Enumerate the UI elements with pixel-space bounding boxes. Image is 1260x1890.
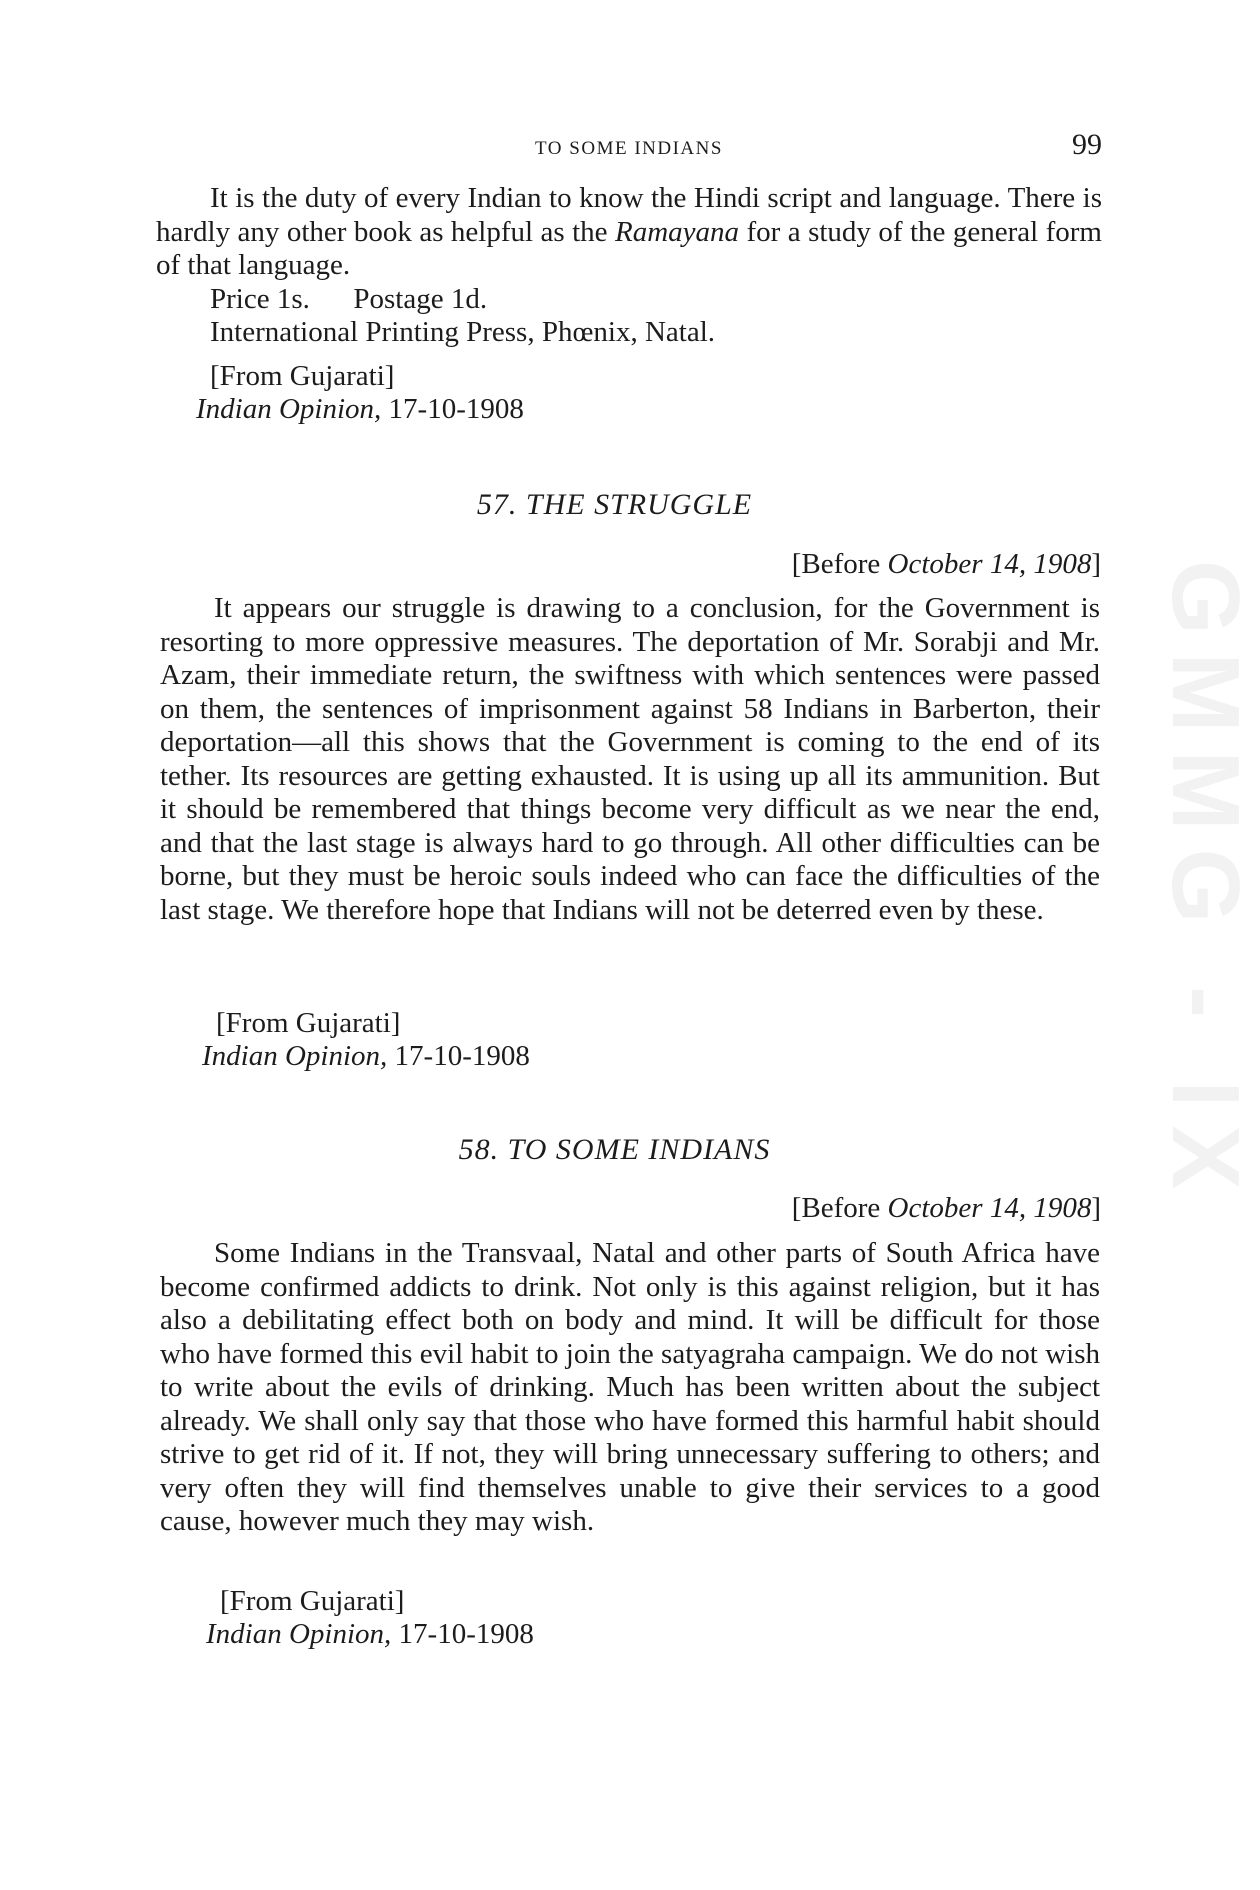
price-line: Price 1s. Postage 1d.	[210, 282, 488, 315]
source-citation: Indian Opinion, 17-10-1908	[202, 1040, 530, 1072]
ramayana-title: Ramayana	[615, 215, 740, 248]
intro-block	[156, 182, 1102, 350]
source-citation: Indian Opinion, 17-10-1908	[206, 1618, 534, 1650]
page-number: 99	[1072, 128, 1102, 161]
publisher-line: International Printing Press, Phœnix, Natal.	[210, 316, 716, 348]
section-58-body-block	[160, 1237, 1100, 1539]
page-header	[156, 128, 1102, 168]
section-57-body: It appears our struggle is drawing to a conclusion, for the Government is resorting to more oppressive measures. The deportation of Mr. Sorabji and Mr. Azam, their immediate return, the swiftness with which sentences were passed on them, the sentences of imprisonment against 58 Indians in Barberton, their deportation—all this shows that the Government is coming to the end of its tether. Its resources are getting exhausted. It is using up all its ammunition. But it should be remembered that things become very difficult as we near the end, and that the last stage is always hard to go through. All other difficulties can be borne, but they must be heroic souls indeed who can face the difficulties of the last stage. We therefore hope that Indians will not be deterred even by these.	[160, 592, 1100, 926]
source-citation: Indian Opinion, 17-10-1908	[196, 393, 524, 425]
section-58-body: Some Indians in the Transvaal, Natal and other parts of South Africa have become confirmed addicts to drink. Not only is this against religion, but it has also a debilitating effect both on body and mind. It will be difficult for those who have formed this evil habit to join the satyagraha campaign. We do not wish to write about the evils of drinking. Much has been written about the subject already. We shall only say that those who have formed this harmful habit should strive to get rid of it. If not, they will bring unnecessary suffering to others; and very often they will find themselves unable to give their services to a good cause, however much they may wish.	[160, 1237, 1100, 1537]
section-58-dateline: [Before October 14, 1908]	[791, 1192, 1101, 1224]
running-title: TO SOME INDIANS	[535, 138, 723, 159]
section-57-body-block	[160, 592, 1100, 927]
intro-paragraph: It is the duty of every Indian to know the Hindi script and language. There is hardly any other book as helpful as the Ramayana for a study of the general form of that language.	[156, 182, 1102, 281]
source-from: [From Gujarati]	[216, 1007, 401, 1039]
section-58-source	[206, 1585, 534, 1651]
section-57-dateline: [Before October 14, 1908]	[791, 548, 1101, 580]
section-58-heading: 58. TO SOME INDIANS	[458, 1133, 771, 1166]
section-57-source	[202, 1007, 530, 1073]
section-57-heading: 57. THE STRUGGLE	[476, 488, 753, 521]
source-from: [From Gujarati]	[210, 360, 395, 392]
intro-source	[196, 360, 524, 426]
source-from: [From Gujarati]	[220, 1585, 405, 1617]
watermark: GMMG - IX	[1152, 560, 1259, 1208]
